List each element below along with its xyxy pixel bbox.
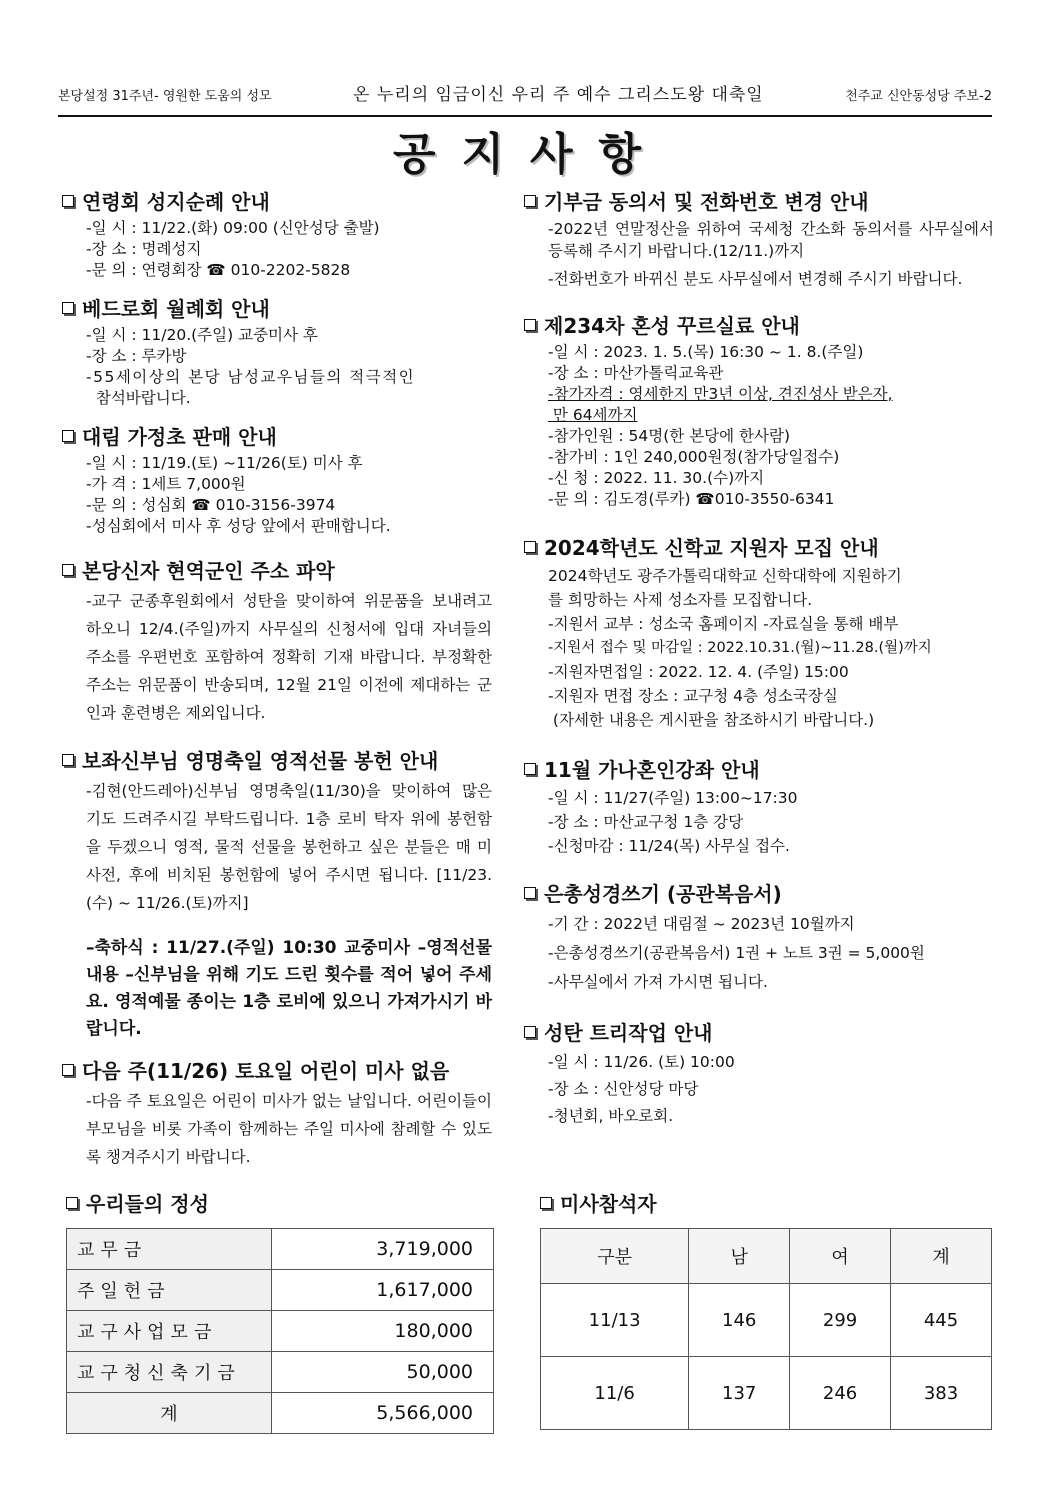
section-title: 2024학년도 신학교 지원자 모집 안내: [544, 536, 879, 560]
table-cell: 299: [790, 1284, 891, 1357]
checkbox-icon: [66, 1197, 78, 1209]
table-row: [67, 1393, 494, 1434]
offering-heading: [66, 1188, 209, 1217]
header-divider: [58, 115, 992, 117]
table-cell: 445: [891, 1284, 992, 1357]
detail-line: -지원서 교부 : 성소국 홈페이지 -자료실을 통해 배부: [548, 615, 899, 633]
section-title: 제234차 혼성 꾸르실료 안내: [544, 314, 800, 338]
checkbox-icon: [62, 754, 74, 766]
table-cell: 246: [790, 1357, 891, 1430]
column-header: 계: [891, 1229, 992, 1284]
notice-section: [62, 421, 492, 537]
header-anniversary: 본당설정 31주년- 영원한 도움의 성모: [58, 89, 272, 104]
detail-line: -문 의 : 성심회 ☎ 010-3156-3974: [86, 496, 336, 514]
detail-line: -일 시 : 2023. 1. 5.(목) 16:30 ~ 1. 8.(주일): [548, 343, 864, 361]
detail-line: -장 소 : 신안성당 마당: [548, 1080, 699, 1098]
detail-line: -지원자 면접 장소 : 교구청 4층 성소국장실: [548, 687, 838, 705]
header-bulletin-name: 천주교 신안동성당 주보-2: [845, 89, 992, 104]
notice-section: [62, 745, 492, 1043]
detail-line: -일 시 : 11/26. (토) 10:00: [548, 1053, 735, 1071]
section-paragraph: -김현(안드레아)신부님 영명축일(11/30)을 맞이하여 많은 기도 드려주시길 부탁드립니다. 1층 로비 탁자 위에 봉헌함을 두겠으니 영적, 물적 선물을 봉헌하고 싶은 분들은 매 미사전, 후에 비치된 봉헌함에 넣어 주시면 됩니다. [11/23.(수) ~ 11/26.(토)까지]: [86, 782, 492, 912]
page-title: 공지사항: [392, 129, 667, 180]
checkbox-icon: [62, 430, 74, 442]
table-cell: 383: [891, 1357, 992, 1430]
checkbox-icon: [62, 195, 74, 207]
column-header: 여: [790, 1229, 891, 1284]
checkbox-icon: [62, 302, 74, 314]
offering-label: 교구사업모금: [67, 1311, 272, 1352]
notice-section: [524, 532, 994, 732]
table-row: [67, 1352, 494, 1393]
detail-line: -가 격 : 1세트 7,000원: [86, 475, 246, 493]
notice-section: [524, 186, 994, 290]
section-paragraph: -다음 주 토요일은 어린이 미사가 없는 날입니다. 어린이들이 부모님을 비롯 가족이 함께하는 주일 미사에 참례할 수 있도록 챙겨주시기 바랍니다.: [86, 1092, 492, 1166]
checkbox-icon: [540, 1197, 552, 1209]
table-row: [541, 1284, 992, 1357]
detail-line: -장 소 : 루카방: [86, 347, 187, 365]
detail-line: -일 시 : 11/19.(토) ~11/26(토) 미사 후: [86, 454, 363, 472]
checkbox-icon: [62, 1064, 74, 1076]
detail-line: -문 의 : 연령회장 ☎ 010-2202-5828: [86, 261, 351, 279]
section-paragraph: -전화번호가 바뀌신 분도 사무실에서 변경해 주시기 바랍니다.: [548, 270, 963, 288]
checkbox-icon: [524, 541, 536, 553]
offering-label: 교구청신축기금: [67, 1352, 272, 1393]
left-column: [62, 186, 492, 1183]
section-title: 보좌신부님 영명축일 영적선물 봉헌 안내: [82, 749, 439, 773]
bold-notice: –축하식 : 11/27.(주일) 10:30 교중미사 –영적선물 내용 –신부님을 위해 기도 드린 횟수를 적어 넣어 주세요. 영적예물 종이는 1층 로비에 있으니 가져가시기 바랍니다.: [86, 938, 492, 1039]
offering-total-label: 계: [67, 1393, 272, 1434]
section-title: 11월 가나혼인강좌 안내: [544, 758, 760, 782]
table-row: [67, 1270, 494, 1311]
detail-line: (자세한 내용은 게시판을 참조하시기 바랍니다.): [548, 711, 875, 729]
detail-line: -사무실에서 가져 가시면 됩니다.: [548, 973, 768, 991]
column-header: 남: [689, 1229, 790, 1284]
offering-amount: 1,617,000: [272, 1270, 494, 1311]
table-cell: 137: [689, 1357, 790, 1430]
detail-line: -장 소 : 명례성지: [86, 240, 202, 258]
detail-line: -참가인원 : 54명(한 본당에 한사람): [548, 427, 791, 445]
qualification-line: 만 64세까지: [548, 406, 638, 424]
section-paragraph: -교구 군종후원회에서 성탄을 맞이하여 위문품을 보내려고 하오니 12/4.(주일)까지 사무실의 신청서에 입대 자녀들의 주소를 우편번호 포함하여 정확히 기재 바랍니다. 부정확한 주소는 위문품이 반송되며, 12월 21일 이전에 제대하는 군인과 훈련병은 제외입니다.: [86, 592, 492, 722]
notice-section: [62, 186, 492, 281]
checkbox-icon: [524, 763, 536, 775]
bulletin-header: [58, 80, 992, 105]
offering-label: 교무금: [67, 1229, 272, 1270]
offering-title: 우리들의 정성: [86, 1192, 209, 1216]
detail-line: -55세이상의 본당 남성교우님들의 적극적인: [86, 368, 416, 386]
detail-line: -청년회, 바오로회.: [548, 1107, 674, 1125]
checkbox-icon: [62, 564, 74, 576]
section-title: 베드로회 월례회 안내: [82, 297, 270, 321]
table-cell: 11/6: [541, 1357, 689, 1430]
detail-line: -기 간 : 2022년 대림절 ~ 2023년 10월까지: [548, 915, 855, 933]
section-paragraph: -2022년 연말정산을 위하여 국세청 간소화 동의서를 사무실에서 등록해 주시기 바랍니다.(12/11.)까지: [548, 220, 994, 260]
attendance-table: [540, 1228, 992, 1430]
notice-section: [524, 1017, 994, 1130]
qualification-line: -참가자격 : 영세한지 만3년 이상, 견진성사 받은자,: [548, 385, 893, 403]
table-row: [67, 1229, 494, 1270]
notice-section: [524, 878, 994, 997]
attendance-title: 미사참석자: [560, 1192, 657, 1216]
section-title: 연령회 성지순례 안내: [82, 190, 270, 214]
table-cell: 146: [689, 1284, 790, 1357]
checkbox-icon: [524, 319, 536, 331]
header-feast: 온 누리의 임금이신 우리 주 예수 그리스도왕 대축일: [353, 85, 764, 105]
attendance-heading: [540, 1188, 657, 1217]
detail-line: -신 청 : 2022. 11. 30.(수)까지: [548, 469, 765, 487]
column-header: 구분: [541, 1229, 689, 1284]
detail-line: -지원자면접일 : 2022. 12. 4. (주일) 15:00: [548, 663, 849, 681]
offering-amount: 180,000: [272, 1311, 494, 1352]
checkbox-icon: [524, 1026, 536, 1038]
offering-amount: 50,000: [272, 1352, 494, 1393]
detail-line: -참가비 : 1인 240,000원정(참가당일접수): [548, 448, 840, 466]
section-title: 본당신자 현역군인 주소 파악: [82, 559, 335, 583]
detail-line: -문 의 : 김도경(루카) ☎010-3550-6341: [548, 490, 835, 508]
table-row: [67, 1311, 494, 1352]
detail-line: 를 희망하는 사제 성소자를 모집합니다.: [548, 591, 813, 609]
notice-section: [62, 293, 492, 409]
checkbox-icon: [524, 887, 536, 899]
section-title: 다음 주(11/26) 토요일 어린이 미사 없음: [82, 1059, 450, 1083]
notice-section: [524, 310, 994, 510]
detail-line: -일 시 : 11/22.(화) 09:00 (신안성당 출발): [86, 219, 380, 237]
section-title: 은총성경쓰기 (공관복음서): [544, 882, 782, 906]
notice-section: [524, 754, 994, 858]
detail-line: -장 소 : 마산가톨릭교육관: [548, 364, 724, 382]
detail-line: -일 시 : 11/27(주일) 13:00~17:30: [548, 789, 798, 807]
offering-table: [66, 1228, 494, 1434]
right-column: [524, 186, 994, 1142]
checkbox-icon: [524, 195, 536, 207]
detail-line: -지원서 접수 및 마감일 : 2022.10.31.(월)~11.28.(월)까지: [548, 640, 932, 656]
section-title: 기부금 동의서 및 전화번호 변경 안내: [544, 190, 869, 214]
detail-line: -성심회에서 미사 후 성당 앞에서 판매합니다.: [86, 517, 391, 535]
section-title: 성탄 트리작업 안내: [544, 1021, 713, 1045]
detail-line: -장 소 : 마산교구청 1층 강당: [548, 813, 744, 831]
offering-amount: 3,719,000: [272, 1229, 494, 1270]
detail-line: 참석바랍니다.: [86, 389, 191, 407]
detail-line: -신청마감 : 11/24(목) 사무실 접수.: [548, 837, 790, 855]
section-title: 대림 가정초 판매 안내: [82, 425, 277, 449]
table-row: [541, 1357, 992, 1430]
offering-total-amount: 5,566,000: [272, 1393, 494, 1434]
notice-section: [62, 1055, 492, 1171]
detail-line: 2024학년도 광주가톨릭대학교 신학대학에 지원하기: [548, 567, 902, 585]
notice-section: [62, 555, 492, 727]
offering-label: 주일헌금: [67, 1270, 272, 1311]
table-header-row: [541, 1229, 992, 1284]
table-cell: 11/13: [541, 1284, 689, 1357]
detail-line: -일 시 : 11/20.(주일) 교중미사 후: [86, 326, 318, 344]
detail-line: -은총성경쓰기(공관복음서) 1권 + 노트 3권 = 5,000원: [548, 944, 925, 962]
